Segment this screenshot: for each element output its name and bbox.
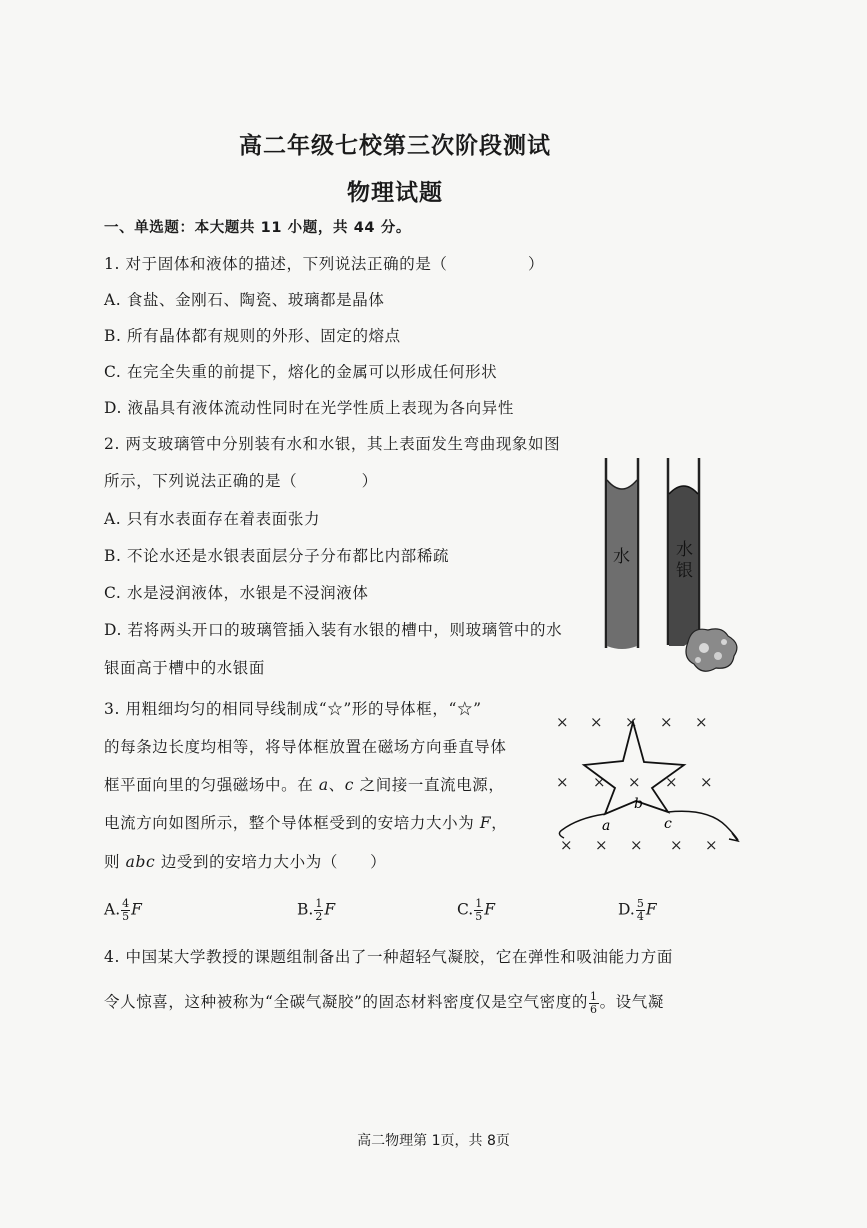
water-label: 水: [613, 547, 630, 567]
q3-option-c: C. $\frac{1}{5}$ F: [457, 897, 495, 923]
var-f: F: [479, 814, 492, 832]
q2-tubes-figure: [596, 450, 756, 680]
svg-text:×: ×: [625, 713, 638, 731]
label-c: c: [664, 816, 672, 832]
label-a: a: [602, 818, 611, 834]
var-a: a: [318, 776, 329, 794]
q3-line2: 的每条边长度均相等，将导体框放置在磁场方向垂直导体: [104, 738, 507, 756]
svg-text:×: ×: [628, 773, 641, 791]
q4-line2: 令人惊喜，这种被称为“全碳气凝胶”的固态材料密度仅是空气密度的 $\frac{1}{6}$ 。设气凝: [104, 989, 664, 1016]
q1-option-d: D. 液晶具有液体流动性同时在光学性质上表现为各向异性: [104, 399, 514, 417]
exam-subtitle: 物理试题: [347, 180, 443, 206]
svg-text:×: ×: [670, 836, 683, 854]
q3-option-a: A. $\frac{4}{5}$ F: [104, 897, 142, 923]
exam-title: 高二年级七校第三次阶段测试: [239, 133, 551, 159]
svg-text:×: ×: [595, 836, 608, 854]
mercury-label-2: 银: [676, 561, 693, 581]
svg-text:×: ×: [590, 713, 603, 731]
q2-stem-line1: 2. 两支玻璃管中分别装有水和水银，其上表面发生弯曲现象如图: [104, 435, 561, 453]
q2-option-a: A. 只有水表面存在着表面张力: [104, 510, 321, 528]
var-abc: abc: [125, 853, 156, 871]
current-lead-left: [559, 814, 605, 838]
q3-option-b: B. $\frac{1}{2}$ F: [297, 897, 336, 923]
q3-line5: 则 abc 边受到的安培力大小为（ ）: [104, 853, 387, 871]
svg-text:×: ×: [593, 773, 606, 791]
label-b: b: [634, 796, 643, 812]
water-tube: [606, 458, 638, 649]
q3-option-d: D. $\frac{5}{4}$ F: [618, 897, 657, 923]
q2-option-d-line2: 银面高于槽中的水银面: [104, 659, 266, 677]
q1-option-b: B. 所有晶体都有规则的外形、固定的熔点: [104, 327, 401, 345]
svg-text:×: ×: [705, 836, 718, 854]
svg-text:×: ×: [556, 713, 569, 731]
mercury-label-1: 水: [676, 540, 693, 560]
svg-text:×: ×: [556, 773, 569, 791]
svg-text:×: ×: [560, 836, 573, 854]
svg-text:×: ×: [665, 773, 678, 791]
q2-option-c: C. 水是浸润液体，水银是不浸润液体: [104, 584, 369, 602]
section-heading: 一、单选题：本大题共 11 小题，共 44 分。: [104, 220, 411, 236]
svg-text:×: ×: [630, 836, 643, 854]
q2-option-b: B. 不论水还是水银表面层分子分布都比内部稀疏: [104, 547, 450, 565]
q1-option-c: C. 在完全失重的前提下，熔化的金属可以形成任何形状: [104, 363, 498, 381]
q1-option-a: A. 食盐、金刚石、陶瓷、玻璃都是晶体: [104, 291, 385, 309]
q2-option-d-line1: D. 若将两头开口的玻璃管插入装有水银的槽中，则玻璃管中的水: [104, 621, 563, 639]
q3-line1: 3. 用粗细均匀的相同导线制成“☆”形的导体框，“☆”: [104, 700, 482, 718]
svg-text:×: ×: [660, 713, 673, 731]
mercury-tube: [668, 458, 737, 671]
svg-text:×: ×: [700, 773, 713, 791]
page-footer: 高二物理第 1页，共 8页: [357, 1133, 510, 1149]
q4-line1: 4. 中国某大学教授的课题组制备出了一种超轻气凝胶，它在弹性和吸油能力方面: [104, 948, 673, 966]
q3-line4: 电流方向如图所示，整个导体框受到的安培力大小为 F，: [104, 814, 508, 832]
q2-stem-line2: 所示，下列说法正确的是（ ）: [104, 472, 378, 490]
q3-star-figure: [548, 708, 748, 858]
q3-line3: 框平面向里的匀强磁场中。在 a、c 之间接一直流电源，: [104, 776, 505, 794]
var-c: c: [344, 776, 355, 794]
svg-text:×: ×: [695, 713, 708, 731]
q1-stem: 1. 对于固体和液体的描述，下列说法正确的是（ ）: [104, 255, 545, 273]
